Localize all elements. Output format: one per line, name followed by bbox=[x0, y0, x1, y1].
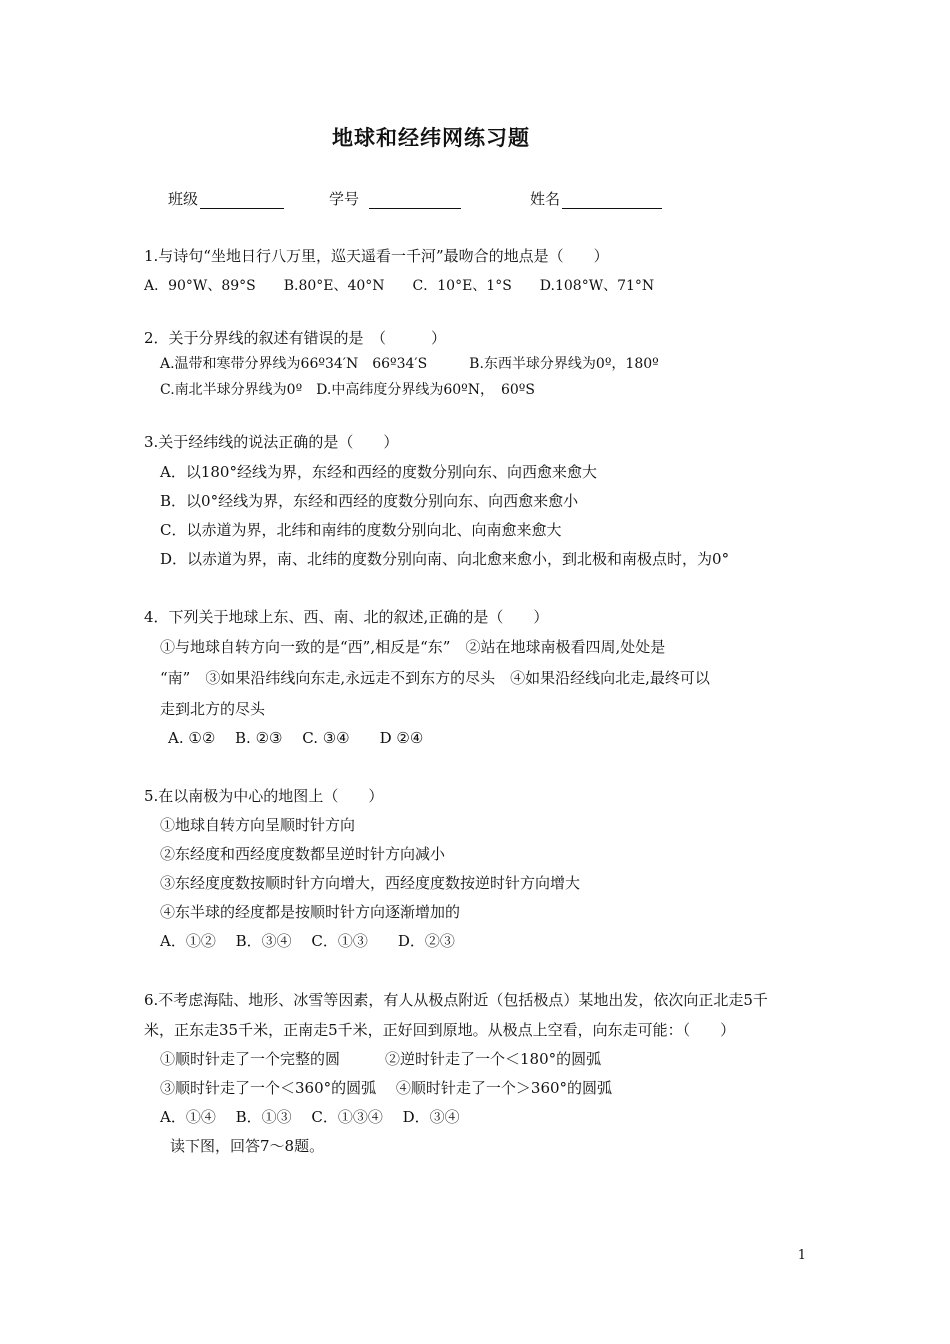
q5-statement-3: ③东经度度数按顺时针方向增大，西经度度数按逆时针方向增大 bbox=[160, 874, 581, 892]
q3-option-c: C．以赤道为界，北纬和南纬的度数分别向北、向南愈来愈大 bbox=[160, 521, 562, 539]
q1-stem: 1.与诗句“坐地日行八万里，巡天遥看一千河”最吻合的地点是（ ） bbox=[144, 247, 609, 265]
q2-option-cd: C.南北半球分界线为0º D.中高纬度分界线为60ºN， 60ºS bbox=[160, 382, 535, 398]
student-no-field bbox=[329, 188, 461, 209]
q6-stem-line-1: 6.不考虑海陆、地形、冰雪等因素，有人从极点附近（包括极点）某地出发，依次向正北走5千 bbox=[144, 991, 768, 1009]
q3-option-a: A．以180°经线为界，东经和西经的度数分别向东、向西愈来愈大 bbox=[160, 463, 597, 481]
class-field bbox=[168, 188, 284, 209]
student-no-label: 学号 bbox=[329, 190, 360, 208]
q5-statement-2: ②东经度和西经度度数都呈逆时针方向减小 bbox=[160, 845, 446, 863]
q4-options: A. ①② B. ②③ C. ③④ D ②④ bbox=[168, 729, 424, 747]
q6-options: A．①④ B．①③ C．①③④ D．③④ bbox=[160, 1108, 460, 1126]
name-field bbox=[530, 188, 662, 209]
name-label: 姓名 bbox=[530, 190, 561, 208]
page-title: 地球和经纬网练习题 bbox=[332, 125, 530, 150]
q2-stem: 2．关于分界线的叙述有错误的是 （ ） bbox=[144, 329, 447, 347]
q5-statement-4: ④东半球的经度都是按顺时针方向逐渐增加的 bbox=[160, 903, 461, 921]
q3-option-b: B．以0°经线为界，东经和西经的度数分别向东、向西愈来愈小 bbox=[160, 492, 579, 510]
class-blank[interactable] bbox=[200, 192, 284, 209]
q3-stem: 3.关于经纬线的说法正确的是（ ） bbox=[144, 433, 399, 451]
q2-option-ab: A.温带和寒带分界线为66º34′N 66º34′S B.东西半球分界线为0º，180º bbox=[160, 356, 659, 372]
q3-option-d: D．以赤道为界，南、北纬的度数分别向南、向北愈来愈小，到北极和南极点时，为0° bbox=[160, 550, 730, 568]
page-number: 1 bbox=[797, 1248, 806, 1263]
q5-stem: 5.在以南极为中心的地图上（ ） bbox=[144, 787, 384, 805]
class-label: 班级 bbox=[168, 190, 199, 208]
student-no-blank[interactable] bbox=[369, 192, 461, 209]
q4-statement-line-2: “南” ③如果沿纬线向东走,永远走不到东方的尽头 ④如果沿经线向北走,最终可以 bbox=[160, 669, 710, 687]
q4-statement-line-3: 走到北方的尽头 bbox=[160, 700, 266, 718]
reading-instruction: 读下图，回答7～8题。 bbox=[170, 1137, 325, 1155]
q6-statements-1-2: ①顺时针走了一个完整的圆 ②逆时针走了一个＜180°的圆弧 bbox=[160, 1050, 602, 1068]
q1-options: A．90°W、89°S B.80°E、40°N C．10°E、1°S D.108°W、71°N bbox=[144, 278, 655, 294]
q6-statements-3-4: ③顺时针走了一个＜360°的圆弧 ④顺时针走了一个＞360°的圆弧 bbox=[160, 1079, 613, 1097]
q4-statement-line-1: ①与地球自转方向一致的是“西”,相反是“东” ②站在地球南极看四周,处处是 bbox=[160, 638, 666, 656]
name-blank[interactable] bbox=[562, 192, 662, 209]
q4-stem: 4．下列关于地球上东、西、南、北的叙述,正确的是（ ） bbox=[144, 608, 549, 626]
q6-stem-line-2: 米，正东走35千米，正南走5千米，正好回到原地。从极点上空看，向东走可能：（ ） bbox=[144, 1021, 736, 1039]
q5-options: A．①② B．③④ C．①③ D．②③ bbox=[160, 932, 455, 950]
q5-statement-1: ①地球自转方向呈顺时针方向 bbox=[160, 816, 356, 834]
